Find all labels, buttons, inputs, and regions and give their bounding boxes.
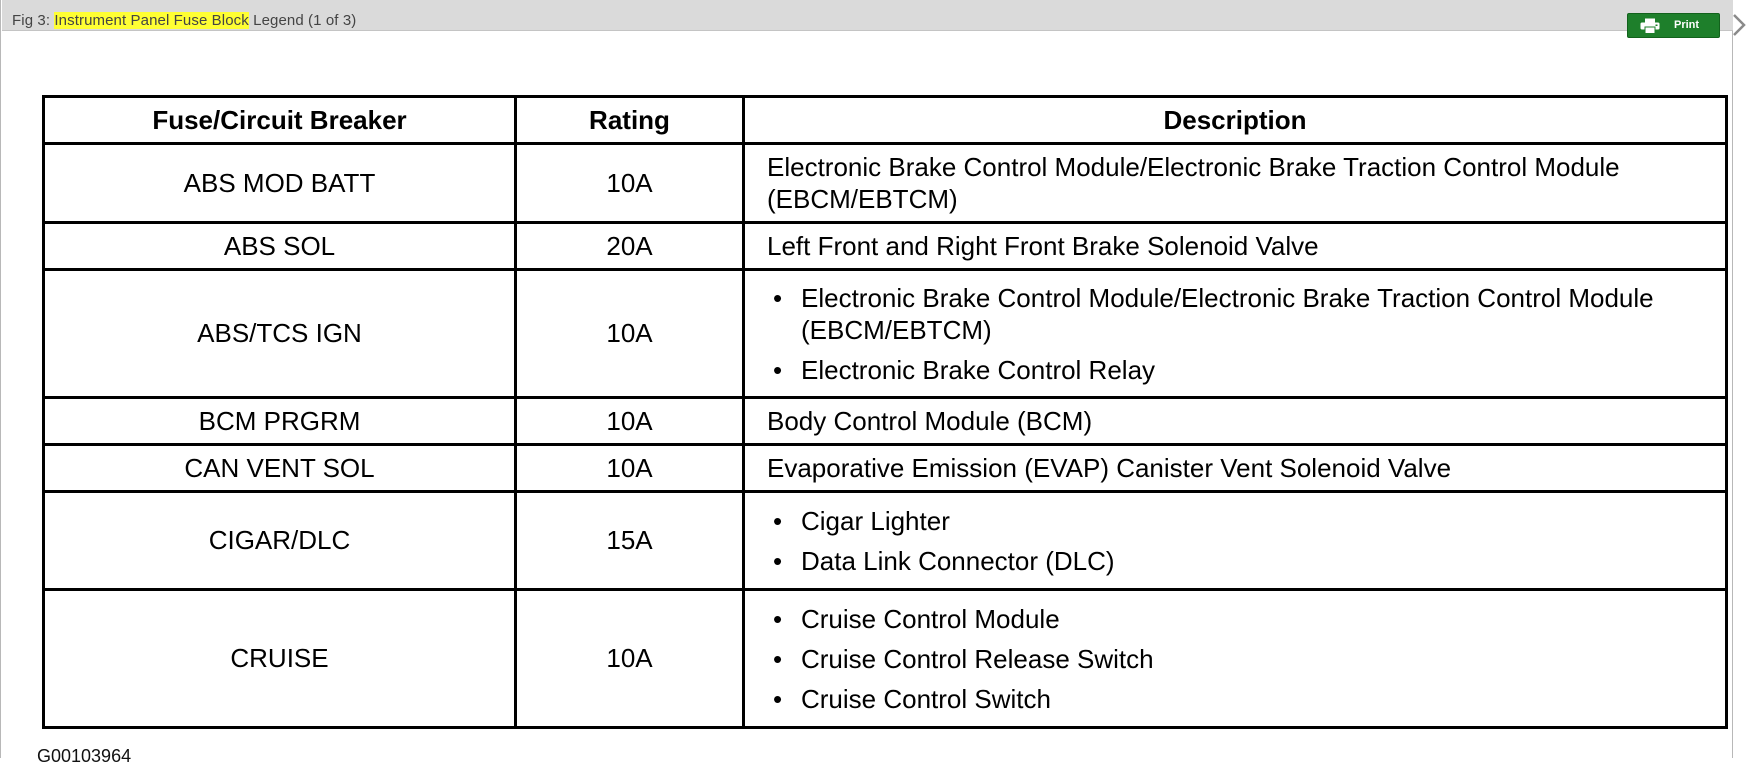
description-cell: [744, 223, 1727, 270]
table-row: [44, 270, 1727, 398]
description-cell: [744, 445, 1727, 492]
fuse-name-cell: ABS MOD BATT: [44, 144, 516, 223]
column-header-rating: Rating: [516, 97, 744, 144]
table-row: [44, 144, 1727, 223]
description-cell: [744, 492, 1727, 590]
description-bullet-item: • Electronic Brake Control Relay: [801, 354, 1711, 386]
fuse-name-cell: CIGAR/DLC: [44, 492, 516, 590]
description-bullet-list: [767, 505, 1711, 577]
description-text: Left Front and Right Front Brake Solenoid Valve: [767, 231, 1319, 261]
print-button[interactable]: [1627, 13, 1720, 38]
description-bullet-list: [767, 282, 1711, 386]
rating-cell: 10A: [516, 144, 744, 223]
table-row: [44, 590, 1727, 728]
chevron-right-icon[interactable]: [1731, 12, 1747, 38]
figure-title-bar: [2, 0, 1733, 31]
description-text: Body Control Module (BCM): [767, 406, 1093, 436]
table-header-row: [44, 97, 1727, 144]
table-row: [44, 223, 1727, 270]
fuse-legend-table: [42, 95, 1728, 729]
rating-cell: 15A: [516, 492, 744, 590]
description-cell: [744, 590, 1727, 728]
rating-cell: 20A: [516, 223, 744, 270]
fuse-name-cell: CRUISE: [44, 590, 516, 728]
rating-cell: 10A: [516, 398, 744, 445]
column-header-fuse: Fuse/Circuit Breaker: [44, 97, 516, 144]
graphic-id: G00103964: [37, 746, 132, 766]
fuse-name-cell: BCM PRGRM: [44, 398, 516, 445]
printer-icon: [1640, 18, 1660, 34]
table-row: [44, 445, 1727, 492]
table-row: [44, 398, 1727, 445]
figure-title: [12, 12, 356, 29]
column-header-description: Description: [744, 97, 1727, 144]
description-text: Electronic Brake Control Module/Electronic Brake Traction Control Module (EBCM/EBTCM): [767, 152, 1620, 214]
description-bullet-list: [767, 603, 1711, 715]
description-cell: [744, 398, 1727, 445]
description-bullet-item: • Electronic Brake Control Module/Electronic Brake Traction Control Module (EBCM/EBTCM): [801, 282, 1711, 346]
fuse-name-cell: CAN VENT SOL: [44, 445, 516, 492]
description-cell: [744, 270, 1727, 398]
figure-title-prefix: Fig 3:: [12, 12, 55, 29]
description-cell: [744, 144, 1727, 223]
search-highlight: Instrument Panel Fuse Block: [54, 12, 249, 29]
description-text: Evaporative Emission (EVAP) Canister Vent Solenoid Valve: [767, 453, 1452, 483]
description-bullet-item: • Cruise Control Module: [801, 603, 1711, 635]
description-bullet-item: • Cruise Control Release Switch: [801, 643, 1711, 675]
print-button-label: Print: [1674, 19, 1700, 31]
figure-title-suffix: Legend (1 of 3): [248, 12, 357, 29]
table-row: [44, 492, 1727, 590]
description-bullet-item: • Cruise Control Switch: [801, 683, 1711, 715]
description-bullet-item: • Cigar Lighter: [801, 505, 1711, 537]
fuse-name-cell: ABS SOL: [44, 223, 516, 270]
rating-cell: 10A: [516, 590, 744, 728]
rating-cell: 10A: [516, 270, 744, 398]
description-bullet-item: • Data Link Connector (DLC): [801, 545, 1711, 577]
fuse-name-cell: ABS/TCS IGN: [44, 270, 516, 398]
rating-cell: 10A: [516, 445, 744, 492]
